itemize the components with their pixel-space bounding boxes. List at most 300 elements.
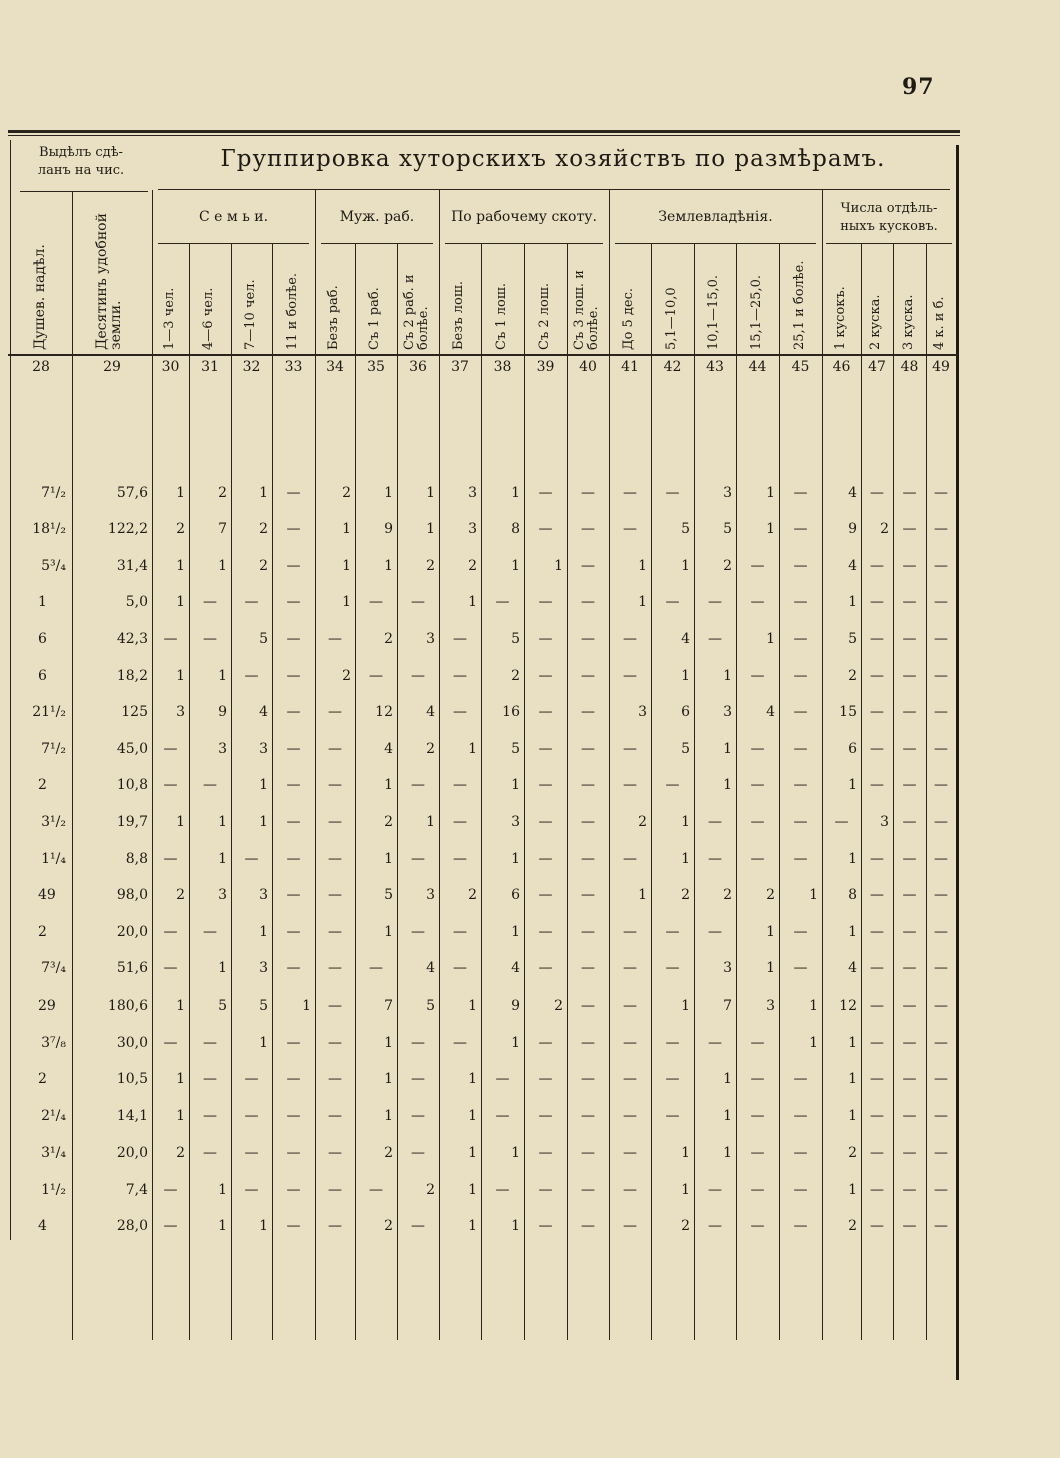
table-cell: — <box>934 924 948 940</box>
table-cell: — <box>870 1108 884 1124</box>
table-cell: — <box>538 668 553 684</box>
table-cell: 1 <box>176 1108 185 1124</box>
table-cell: — <box>750 777 765 793</box>
table-cell: 2 <box>681 887 690 903</box>
table-cell: 8 <box>848 887 857 903</box>
table-cell: 2 <box>468 558 477 574</box>
table-cell: 1 <box>218 851 227 867</box>
table-cell: 1 <box>723 777 732 793</box>
column-header-label: 3 куска. <box>900 294 916 350</box>
table-cell: — <box>244 594 259 610</box>
table-cell: — <box>328 741 342 757</box>
column-header-label: 11 и болѣе. <box>284 272 300 350</box>
table-cell: — <box>203 1145 217 1161</box>
table-cell: — <box>328 1108 342 1124</box>
table-cell: — <box>623 851 637 867</box>
table-cell: — <box>369 960 383 976</box>
table-cell: 4 <box>848 960 857 976</box>
table-cell: 4 <box>681 631 690 647</box>
column-number: 36 <box>409 359 427 375</box>
table-cell: 1 <box>302 998 311 1014</box>
table-cell: — <box>902 924 917 940</box>
table-cell: 2 <box>176 887 185 903</box>
column-number: 35 <box>367 359 385 375</box>
table-cell: — <box>750 1108 765 1124</box>
table-cell: 1 <box>681 1182 690 1198</box>
column-header-label: Съ 1 лош. <box>493 282 509 350</box>
table-cell: — <box>708 1182 722 1198</box>
table-cell: 3 <box>176 704 185 720</box>
column-number: 45 <box>791 359 810 375</box>
table-cell: — <box>538 485 553 501</box>
table-cell: — <box>902 1218 917 1234</box>
table-cell: — <box>870 998 884 1014</box>
table-cell: 5 <box>681 521 690 537</box>
table-cell: — <box>934 741 948 757</box>
table-cell: 2 <box>426 1182 435 1198</box>
table-cell: — <box>793 1145 808 1161</box>
table-cell: 2 <box>342 668 351 684</box>
column-number: 33 <box>284 359 303 375</box>
table-cell: 9 <box>384 521 393 537</box>
table-cell: 49 <box>38 887 56 903</box>
table-cell: — <box>453 704 467 720</box>
table-cell: — <box>902 777 917 793</box>
table-cell: 1 <box>384 924 393 940</box>
table-cell: — <box>623 924 637 940</box>
table-cell: 7¹/₂ <box>41 741 66 757</box>
table-cell: — <box>581 1182 595 1198</box>
table-cell: 16 <box>502 704 520 720</box>
table-cell: — <box>665 960 680 976</box>
table-cell: — <box>870 558 884 574</box>
table-cell: 3 <box>426 631 435 647</box>
table-cell: — <box>538 631 553 647</box>
table-cell: — <box>793 558 808 574</box>
column-header-label: 1—3 чел. <box>161 287 177 350</box>
table-cell: — <box>411 851 425 867</box>
table-cell: — <box>934 814 948 830</box>
table-cell: — <box>934 485 948 501</box>
table-cell: 1 <box>766 521 775 537</box>
table-cell: 57,6 <box>116 485 148 501</box>
table-cell: — <box>538 960 553 976</box>
group-landholding-underline <box>615 243 816 244</box>
table-cell: — <box>623 741 637 757</box>
table-cell: — <box>581 1071 595 1087</box>
table-cell: — <box>793 1218 808 1234</box>
table-cell: — <box>328 631 342 647</box>
table-cell: 29 <box>38 998 56 1014</box>
table-cell: 1 <box>511 851 520 867</box>
allotment-header <box>12 144 150 180</box>
table-cell: 18¹/₂ <box>32 521 66 537</box>
table-cell: 2 <box>880 521 889 537</box>
table-cell: 5,0 <box>125 594 148 610</box>
table-cell: — <box>870 924 884 940</box>
column-header-label: 4 к. и б. <box>932 296 947 350</box>
table-cell: 1 <box>259 1035 268 1051</box>
column-number: 29 <box>103 359 121 375</box>
column-header-label: 25,1 и болѣе. <box>791 260 807 350</box>
table-cell: 7¹/₂ <box>41 485 66 501</box>
table-cell: — <box>328 998 342 1014</box>
table-cell: — <box>369 594 383 610</box>
table-cell: — <box>623 1145 637 1161</box>
table-cell: — <box>870 1035 884 1051</box>
table-cell: 10,8 <box>116 777 148 793</box>
table-cell: 3 <box>426 887 435 903</box>
column-number: 28 <box>32 359 50 375</box>
table-cell: 5 <box>259 998 268 1014</box>
table-cell: 1 <box>723 1145 732 1161</box>
table-cell: 2 <box>218 485 227 501</box>
table-cell: — <box>411 1145 425 1161</box>
table-cell: — <box>581 887 595 903</box>
table-cell: — <box>244 1145 259 1161</box>
table-cell: — <box>244 1071 259 1087</box>
table-cell: — <box>286 594 301 610</box>
table-cell: — <box>328 1145 342 1161</box>
table-cell: — <box>870 1071 884 1087</box>
table-cell: — <box>286 1145 301 1161</box>
table-cell: 1 <box>468 1071 477 1087</box>
table-cell: — <box>581 1035 595 1051</box>
table-cell: 5 <box>681 741 690 757</box>
table-cell: 1 <box>218 1218 227 1234</box>
table-cell: — <box>538 777 553 793</box>
table-cell: 1 <box>681 668 690 684</box>
table-cell: — <box>328 924 342 940</box>
column-header-label: До 5 дес. <box>621 287 636 350</box>
table-cell: — <box>581 704 595 720</box>
table-cell: 6 <box>38 668 47 684</box>
table-cell: — <box>793 704 808 720</box>
table-cell: — <box>286 521 301 537</box>
allotment-header-line: ланъ на чис. <box>37 163 125 178</box>
table-cell: 180,6 <box>107 998 148 1014</box>
table-cell: — <box>934 704 948 720</box>
table-cell: 1 <box>681 558 690 574</box>
table-cell: — <box>453 960 467 976</box>
table-cell: — <box>623 777 637 793</box>
table-cell: — <box>328 704 342 720</box>
table-cell: — <box>286 668 301 684</box>
table-cell: 1 <box>218 1182 227 1198</box>
table-cell: 1 <box>848 1071 857 1087</box>
table-cell: — <box>495 594 510 610</box>
table-cell: 1 <box>638 558 647 574</box>
header-bottom-rule <box>8 354 958 356</box>
table-cell: — <box>286 960 301 976</box>
table-cell: 1 <box>766 960 775 976</box>
top-rule-thin <box>8 135 960 136</box>
table-cell: — <box>286 1071 301 1087</box>
table-cell: — <box>623 1218 637 1234</box>
column-number: 38 <box>493 359 512 375</box>
table-cell: 1 <box>511 558 520 574</box>
table-cell: — <box>870 887 884 903</box>
table-cell: 10,5 <box>116 1071 148 1087</box>
table-cell: — <box>934 887 948 903</box>
table-cell: — <box>538 1182 553 1198</box>
table-cell: — <box>163 1218 178 1234</box>
table-cell: 1 <box>511 1035 520 1051</box>
table-cell: — <box>203 777 217 793</box>
table-cell: 2¹/₄ <box>41 1108 66 1124</box>
column-number: 42 <box>663 359 682 375</box>
table-cell: 1 <box>218 668 227 684</box>
table-cell: 3 <box>723 960 732 976</box>
table-right-border <box>956 145 959 1380</box>
table-cell: 1 <box>723 1108 732 1124</box>
column-header-label: Безъ раб. <box>326 285 341 350</box>
table-cell: 1 <box>766 924 775 940</box>
table-cell: 3 <box>766 998 775 1014</box>
table-cell: — <box>623 631 637 647</box>
table-cell: 2 <box>848 668 857 684</box>
table-cell: — <box>538 741 553 757</box>
table-cell: — <box>453 814 467 830</box>
title-underline <box>158 189 950 190</box>
table-cell: 2 <box>38 777 47 793</box>
table-cell: — <box>870 485 884 501</box>
table-cell: 5 <box>259 631 268 647</box>
table-cell: — <box>538 814 553 830</box>
table-cell: 1 <box>809 998 818 1014</box>
table-cell: — <box>328 814 342 830</box>
table-cell: 1 <box>511 1145 520 1161</box>
table-cell: 1 <box>809 887 818 903</box>
table-cell: 31,4 <box>116 558 148 574</box>
column-header-label: 2 куска. <box>868 294 883 350</box>
table-cell: 1 <box>176 485 185 501</box>
table-cell: — <box>495 1108 510 1124</box>
table-cell: — <box>793 668 808 684</box>
table-cell: — <box>411 668 425 684</box>
table-cell: 5 <box>218 998 227 1014</box>
table-cell: — <box>411 1108 425 1124</box>
table-cell: 1 <box>176 558 185 574</box>
column-number: 31 <box>201 359 219 375</box>
table-cell: 2 <box>426 741 435 757</box>
table-cell: — <box>665 777 680 793</box>
table-cell: — <box>708 924 722 940</box>
table-cell: — <box>244 668 259 684</box>
column-header-label: Съ 1 раб. <box>367 287 382 350</box>
table-cell: — <box>163 741 178 757</box>
table-cell: — <box>793 521 808 537</box>
table-cell: 20,0 <box>116 924 148 940</box>
table-cell: 51,6 <box>116 960 148 976</box>
table-cell: 1 <box>468 1108 477 1124</box>
table-cell: 1 <box>638 887 647 903</box>
table-cell: — <box>902 704 917 720</box>
table-cell: 1 <box>384 777 393 793</box>
table-cell: 1 <box>511 485 520 501</box>
table-cell: — <box>411 1218 425 1234</box>
column-number: 40 <box>579 359 597 375</box>
table-cell: — <box>902 485 917 501</box>
table-cell: — <box>902 1182 917 1198</box>
table-cell: — <box>286 558 301 574</box>
table-cell: — <box>538 1108 553 1124</box>
table-cell: — <box>902 521 917 537</box>
column-number: 34 <box>326 359 344 375</box>
table-cell: — <box>495 1071 510 1087</box>
table-cell: — <box>203 1108 217 1124</box>
table-cell: — <box>665 1071 680 1087</box>
table-cell: 4 <box>384 741 393 757</box>
column-header-label: Съ 2 лош. <box>536 282 552 350</box>
table-cell: 1 <box>468 998 477 1014</box>
table-cell: — <box>902 887 917 903</box>
table-cell: — <box>581 668 595 684</box>
table-cell: — <box>750 594 765 610</box>
table-cell: 98,0 <box>116 887 148 903</box>
table-cell: — <box>538 704 553 720</box>
table-cell: — <box>750 558 765 574</box>
table-cell: — <box>623 1071 637 1087</box>
table-cell: 1 <box>259 1218 268 1234</box>
table-cell: 3 <box>638 704 647 720</box>
column-number: 43 <box>706 359 724 375</box>
table-cell: 3 <box>218 887 227 903</box>
table-cell: — <box>411 777 425 793</box>
column-header-label: 1 кусокъ. <box>832 286 848 350</box>
table-cell: — <box>750 1071 765 1087</box>
column-header-label: 15,1—25,0. <box>748 274 764 350</box>
group-plot-count-line: Числа отдѣль- <box>840 201 938 216</box>
column-number: 37 <box>451 359 469 375</box>
table-cell: — <box>203 1071 217 1087</box>
table-cell: — <box>623 485 637 501</box>
table-cell: 1 <box>681 1145 690 1161</box>
table-cell: — <box>793 1108 808 1124</box>
table-cell: 12 <box>839 998 857 1014</box>
table-cell: 1 <box>342 594 351 610</box>
group-plot-count-underline <box>826 243 952 244</box>
table-cell: — <box>934 1108 948 1124</box>
table-cell: — <box>793 1071 808 1087</box>
table-cell: — <box>902 668 917 684</box>
table-cell: — <box>665 924 680 940</box>
table-cell: — <box>411 1071 425 1087</box>
table-cell: — <box>934 668 948 684</box>
table-cell: — <box>934 1035 948 1051</box>
table-cell: — <box>286 485 301 501</box>
group-families: С е м ь и. <box>198 209 269 225</box>
table-cell: 2 <box>384 814 393 830</box>
table-cell: — <box>286 1182 301 1198</box>
table-cell: 1 <box>468 1218 477 1234</box>
table-cell: 5 <box>723 521 732 537</box>
table-cell: — <box>708 814 722 830</box>
allotment-header-line: Выдѣлъ сдѣ- <box>39 145 123 160</box>
table-cell: — <box>581 960 595 976</box>
table-cell: — <box>793 814 808 830</box>
table-cell: — <box>934 631 948 647</box>
table-cell: 7³/₄ <box>41 960 66 976</box>
table-cell: 1 <box>848 1182 857 1198</box>
table-cell: — <box>902 851 917 867</box>
table-cell: 9 <box>511 998 520 1014</box>
table-cell: — <box>328 1218 342 1234</box>
table-cell: — <box>286 777 301 793</box>
table-cell: — <box>934 1218 948 1234</box>
table-cell: — <box>750 741 765 757</box>
table-cell: 14,1 <box>116 1108 148 1124</box>
table-cell: — <box>750 1145 765 1161</box>
table-cell: 2 <box>259 558 268 574</box>
table-cell: — <box>538 521 553 537</box>
table-cell: 1 <box>176 998 185 1014</box>
table-cell: — <box>870 851 884 867</box>
table-cell: 4 <box>511 960 520 976</box>
table-cell: 1 <box>723 668 732 684</box>
table-cell: — <box>708 1035 722 1051</box>
table-cell: 1 <box>259 485 268 501</box>
table-cell: 4 <box>426 704 435 720</box>
table-cell: — <box>203 924 217 940</box>
table-cell: 4 <box>38 1218 47 1234</box>
table-cell: 19,7 <box>116 814 148 830</box>
table-cell: 1 <box>809 1035 818 1051</box>
table-cell: 2 <box>259 521 268 537</box>
table-cell: — <box>203 594 217 610</box>
table-cell: 30,0 <box>116 1035 148 1051</box>
table-cell: — <box>495 1182 510 1198</box>
table-cell: — <box>708 631 722 647</box>
table-cell: 3 <box>468 521 477 537</box>
table-cell: — <box>750 1218 765 1234</box>
table-cell: — <box>286 887 301 903</box>
table-cell: — <box>203 631 217 647</box>
table-cell: — <box>793 741 808 757</box>
table-cell: — <box>870 1145 884 1161</box>
table-cell: — <box>793 594 808 610</box>
table-cell: 1 <box>176 1071 185 1087</box>
table-cell: 3 <box>723 485 732 501</box>
group-plot-count-line: ныхъ кусковъ. <box>840 219 938 234</box>
table-cell: 7 <box>384 998 393 1014</box>
table-cell: — <box>538 887 553 903</box>
table-cell: 1 <box>259 924 268 940</box>
table-cell: — <box>623 1035 637 1051</box>
table-cell: — <box>538 1071 553 1087</box>
table-cell: 1 <box>176 668 185 684</box>
table-cell: 2 <box>426 558 435 574</box>
table-cell: — <box>902 558 917 574</box>
table-cell: 1 <box>384 1071 393 1087</box>
table-cell: — <box>244 1182 259 1198</box>
table-cell: 2 <box>38 1071 47 1087</box>
table-cell: — <box>581 485 595 501</box>
table-cell: 3 <box>880 814 889 830</box>
table-cell: — <box>581 1108 595 1124</box>
group-families-underline <box>158 243 309 244</box>
table-cell: 8 <box>511 521 520 537</box>
table-cell: — <box>453 631 467 647</box>
table-cell: 2 <box>384 631 393 647</box>
table-cell: — <box>870 777 884 793</box>
table-cell: — <box>870 1182 884 1198</box>
table-cell: 8,8 <box>125 851 148 867</box>
table-cell: 1 <box>384 485 393 501</box>
table-cell: — <box>934 558 948 574</box>
table-cell: — <box>538 1145 553 1161</box>
table-cell: 1 <box>426 521 435 537</box>
